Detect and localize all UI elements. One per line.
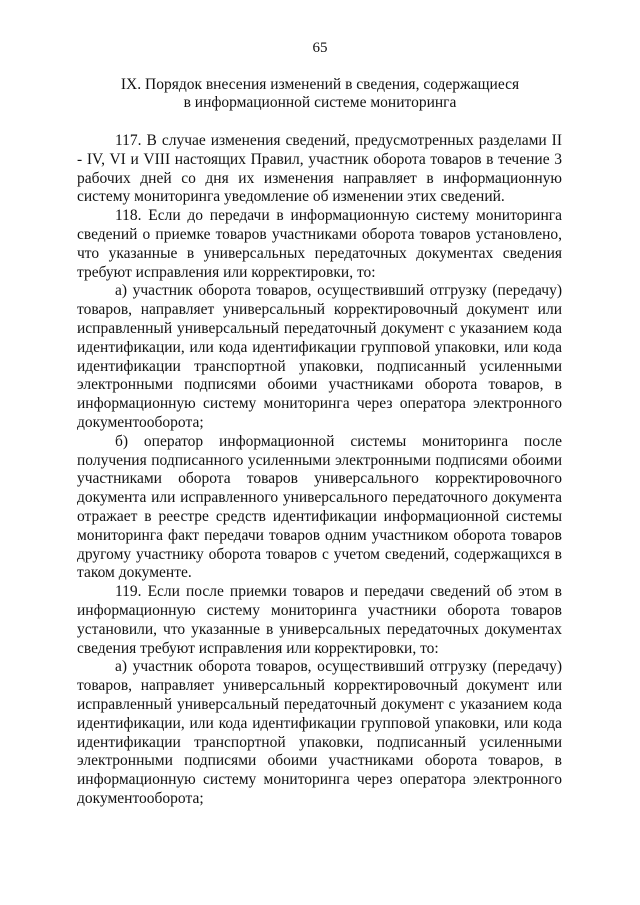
paragraph-119-a: а) участник оборота товаров, осуществивший отгрузку (передачу) товаров, направляет универсальный корректировочный документ или исправленный универсальный передаточный документ с указанием кода идентификации, или кода идентификации групповой упаковки, или кода идентификации транспортной упаковки, подписанный усиленными электронными подписями обоими участниками оборота товаров, в информационную систему мониторинга через оператора электронного документооборота; xyxy=(77,658,562,807)
paragraph-118-b: б) оператор информационной системы мониторинга после получения подписанного усиленными электронными подписями обоими участниками оборота товаров универсального корректировочного документа или исправленного универсального передаточного документа отражает в реестре средств идентификации информационной системы мониторинга факт передачи товаров одним участником оборота товаров другому участнику оборота товаров с учетом сведений, содержащихся в таком документе. xyxy=(77,432,562,582)
paragraph-117: 117. В случае изменения сведений, предусмотренных разделами II - IV, VI и VIII настоящих Правил, участник оборота товаров в течение 3 рабочих дней со дня их изменения направляет в информационную систему мониторинга уведомление об изменении этих сведений. xyxy=(77,132,562,206)
page-number: 65 xyxy=(312,40,328,56)
section-heading xyxy=(60,76,580,112)
section-heading-line-2: в информационной системе мониторинга xyxy=(183,94,457,111)
section-heading-line-1: IX. Порядок внесения изменений в сведения, содержащиеся xyxy=(120,76,520,93)
document-body xyxy=(77,132,562,809)
paragraph-118: 118. Если до передачи в информационную систему мониторинга сведений о приемке товаров участниками оборота товаров установлено, что указанные в универсальных передаточных документах сведения требуют исправления или корректировки, то: xyxy=(77,207,562,281)
paragraph-119: 119. Если после приемки товаров и передачи сведений об этом в информационную систему мониторинга участники оборота товаров установили, что указанные в универсальных передаточных документах сведения требуют исправления или корректировки, то: xyxy=(77,583,562,657)
paragraph-118-a: а) участник оборота товаров, осуществивший отгрузку (передачу) товаров, направляет универсальный корректировочный документ или исправленный универсальный передаточный документ с указанием кода идентификации, или кода идентификации групповой упаковки, или кода идентификации транспортной упаковки, подписанный усиленными электронными подписями обоими участниками оборота товаров, в информационную систему мониторинга через оператора электронного документооборота; xyxy=(77,282,562,431)
